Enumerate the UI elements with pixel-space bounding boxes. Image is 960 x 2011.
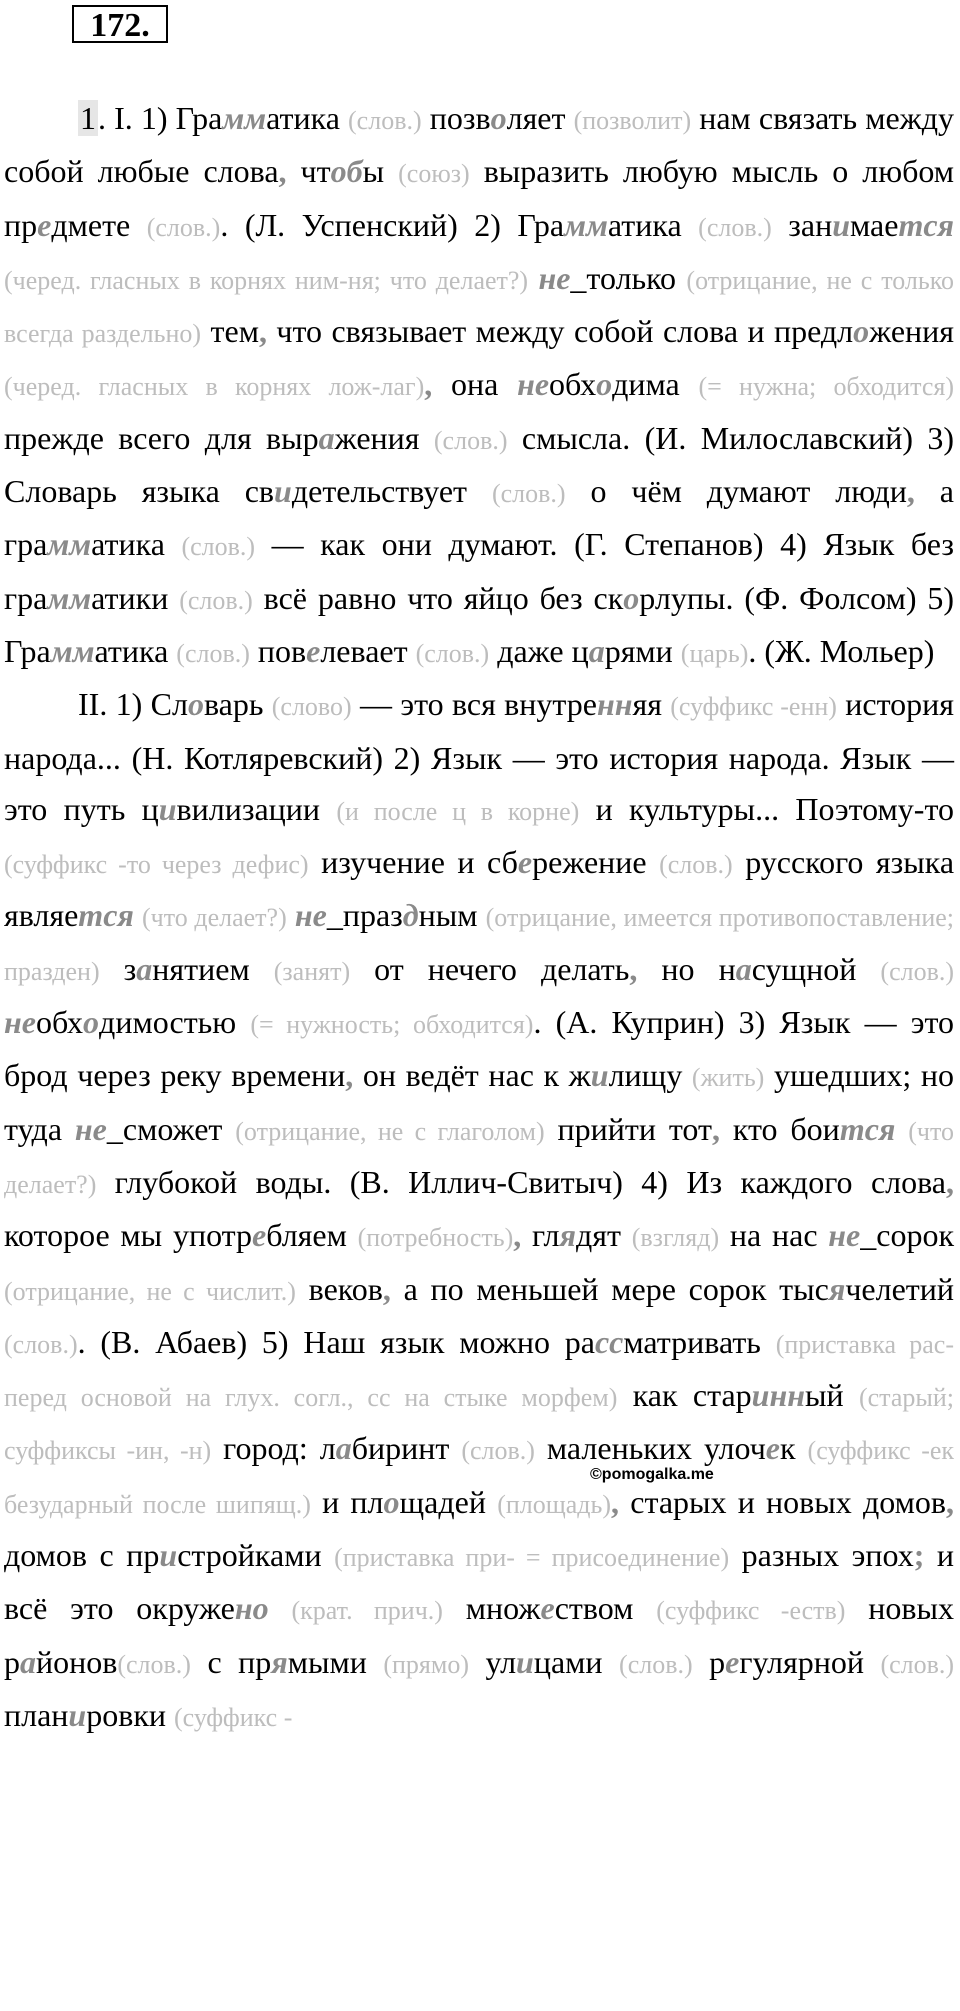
text-run: тем xyxy=(201,313,259,350)
text-run: русского языка являе xyxy=(4,844,955,934)
highlighted-letters: о xyxy=(490,100,507,136)
text-run: лищу xyxy=(608,1057,692,1094)
text-run: маленьких улоч xyxy=(534,1430,766,1467)
grammar-note: (отрицание, имеется противопоставление; празден) xyxy=(4,903,955,986)
text-run: как стар xyxy=(617,1377,752,1414)
grammar-note: (отрицание, не с глаголом) xyxy=(235,1116,545,1146)
grammar-note: (площадь) xyxy=(497,1489,612,1519)
text-run: что связывает между собой слова и предл xyxy=(266,313,854,350)
grammar-note: (и после ц в корне) xyxy=(336,796,580,826)
text-run: а гра xyxy=(4,473,955,563)
highlighted-letters: я xyxy=(559,1217,576,1254)
text-run: обх xyxy=(35,1004,84,1041)
grammar-note: (потребность) xyxy=(357,1223,514,1253)
punctuation-mark: , xyxy=(712,1110,720,1147)
highlighted-letters: нн xyxy=(596,686,633,723)
punctuation-mark: ; xyxy=(913,1537,925,1574)
text-run: старых и новых домов xyxy=(619,1483,947,1520)
highlighted-letters: и xyxy=(590,1057,609,1094)
text-run: _только xyxy=(570,259,687,296)
text-run xyxy=(134,897,142,933)
text-run: вилизации xyxy=(176,790,337,827)
task-number-box: 172. xyxy=(72,5,168,43)
grammar-note: (жить) xyxy=(691,1063,765,1093)
watermark: ©pomogalka.me xyxy=(590,1466,714,1483)
text-run: детельствует xyxy=(291,473,492,510)
grammar-note: (взгляд) xyxy=(631,1223,720,1253)
highlighted-letters: о xyxy=(83,1004,100,1041)
text-run: з xyxy=(99,950,137,987)
text-run: атика xyxy=(94,632,177,669)
punctuation-mark: , xyxy=(629,950,638,987)
text-run: обх xyxy=(549,366,597,403)
paragraph-part-2 xyxy=(4,679,954,1743)
text-run: которое мы употр xyxy=(4,1217,253,1254)
text-run: _сорок xyxy=(860,1217,954,1254)
text-run: сущной xyxy=(751,950,881,987)
text-run: о чём думают люди xyxy=(565,473,907,510)
text-run: II. 1) Сл xyxy=(78,686,188,723)
text-run: ул xyxy=(469,1643,517,1680)
highlighted-letters: мм xyxy=(47,579,92,616)
highlighted-letters: е xyxy=(252,1217,267,1254)
text-run: позв xyxy=(421,100,491,136)
highlighted-letters: о xyxy=(853,313,870,350)
highlighted-letters: е xyxy=(725,1643,740,1680)
text-run: город: л xyxy=(211,1430,336,1467)
text-run: жения xyxy=(869,313,954,350)
highlighted-letters: и xyxy=(751,1377,770,1414)
text-run: . (А. Куприн) 3) Язык — это брод через реку времени xyxy=(4,1004,955,1094)
grammar-note: (слов.) xyxy=(348,106,422,135)
grammar-note: (что делает?) xyxy=(4,1116,955,1199)
text-run xyxy=(269,1590,292,1626)
text-run: рями xyxy=(604,632,681,669)
text-run: дима xyxy=(612,366,699,403)
grammar-note: (черед. гласных в корнях ним-ня; что делает?) xyxy=(4,265,529,295)
punctuation-mark: , xyxy=(345,1057,354,1094)
text-run: прежде всего для выр xyxy=(4,419,319,456)
highlighted-letters: е xyxy=(540,1590,555,1627)
highlighted-letters: е xyxy=(306,632,321,669)
punctuation-mark: , xyxy=(946,1163,954,1200)
text-run: даже ц xyxy=(489,632,589,669)
text-run: — как они думают. (Г. Степанов) 4) Язык без гра xyxy=(4,526,955,616)
text-run: ным xyxy=(418,897,486,934)
text-run: нам связать между собой любые слова xyxy=(4,100,955,190)
punctuation-mark: , xyxy=(278,153,287,190)
highlighted-letters: мм xyxy=(222,100,267,136)
text-run: гулярной xyxy=(739,1643,881,1680)
highlighted-letters: тся xyxy=(898,206,955,243)
highlighted-letters: мм xyxy=(47,526,92,563)
grammar-note: (отрицание, не с только всегда раздельно) xyxy=(4,265,955,349)
answer-text xyxy=(4,93,954,1743)
highlighted-letters: тся xyxy=(839,1110,896,1147)
grammar-note: (черед. гласных в корнях лож-лаг) xyxy=(4,372,425,402)
highlighted-letters: мм xyxy=(50,632,95,669)
highlighted-letters: а xyxy=(335,1430,352,1467)
grammar-note: (крат. прич.) xyxy=(291,1596,443,1626)
highlighted-letters: об xyxy=(330,153,363,190)
grammar-note: (старый; суффиксы -ин, -н) xyxy=(4,1383,955,1466)
highlighted-letters: и xyxy=(516,1643,534,1680)
punctuation-mark: , xyxy=(906,473,915,510)
grammar-note: (суффикс -еств) xyxy=(656,1596,846,1626)
grammar-note: (союз) xyxy=(398,159,470,189)
grammar-note: (отрицание, не с числит.) xyxy=(4,1276,296,1306)
text-run: и культуры... Поэтому-то xyxy=(579,790,955,827)
text-run: зан xyxy=(771,206,833,243)
text-run: режение xyxy=(532,844,660,881)
punctuation-mark: , xyxy=(611,1483,620,1520)
text-run: он ведёт нас к ж xyxy=(353,1057,591,1094)
grammar-note: (слов.) xyxy=(491,479,566,509)
text-run: левает xyxy=(320,632,416,669)
text-run: . I. 1) Гра xyxy=(98,100,223,136)
text-run: атика xyxy=(607,206,699,243)
text-run: ушедших; но туда xyxy=(4,1057,955,1147)
highlighted-letters: я xyxy=(828,1270,846,1307)
text-run: стройками xyxy=(177,1537,335,1574)
highlighted-letters: я xyxy=(271,1643,288,1680)
highlighted-letters: е xyxy=(765,1430,780,1467)
highlighted-letters: о xyxy=(623,579,640,616)
grammar-note: (слов.) xyxy=(659,850,733,880)
text-run: — это вся внутре xyxy=(351,686,597,723)
text-run: с пр xyxy=(190,1643,272,1680)
text-run: рлупы. (Ф. Фолсом) 5) Гра xyxy=(4,579,955,669)
grammar-note: (= нужность; обходится) xyxy=(250,1010,534,1040)
text-run: к xyxy=(780,1430,808,1467)
text-run: ством xyxy=(554,1590,657,1627)
highlighted-letters: не xyxy=(294,897,327,934)
text-run: атика xyxy=(266,100,349,136)
highlighted-letters: и xyxy=(274,473,292,510)
text-run: и всё это окруже xyxy=(4,1537,955,1627)
text-run: нятием xyxy=(152,950,274,987)
highlighted-letters: о xyxy=(187,686,204,723)
highlighted-letters: е xyxy=(37,206,52,243)
text-run: домов с пр xyxy=(4,1537,160,1574)
text-run: кто бои xyxy=(720,1110,840,1147)
grammar-note: (суффикс -то через дефис) xyxy=(4,850,309,880)
text-run: изучение и сб xyxy=(308,844,518,881)
text-run: атика xyxy=(91,526,182,563)
highlighted-letters: а xyxy=(318,419,335,456)
punctuation-mark: , xyxy=(513,1217,522,1254)
highlighted-letters: а xyxy=(136,950,153,987)
text-run: и пл xyxy=(310,1483,384,1520)
text-run: прийти тот xyxy=(544,1110,712,1147)
text-run: атики xyxy=(91,579,180,616)
text-run: ый xyxy=(805,1377,859,1414)
highlighted-letters: тся xyxy=(78,897,134,934)
paragraph-part-1 xyxy=(4,93,954,679)
grammar-note: (слов.) xyxy=(176,638,250,668)
grammar-note: (слов.) xyxy=(117,1649,191,1679)
text-run: разных эпох xyxy=(729,1537,914,1574)
grammar-note: (позволит) xyxy=(573,106,692,135)
text-run: жения xyxy=(334,419,434,456)
highlighted-letters: не xyxy=(517,366,550,403)
text-run: гл xyxy=(521,1217,560,1254)
text-run: _сможет xyxy=(106,1110,236,1147)
punctuation-mark: , xyxy=(424,366,433,403)
grammar-note: (= нужна; обходится) xyxy=(698,372,954,402)
grammar-note: (слов.) xyxy=(415,638,490,668)
text-run: от нечего делать xyxy=(350,950,630,987)
highlighted-letters: е xyxy=(517,844,533,881)
grammar-note: (слов.) xyxy=(181,532,256,562)
highlighted-letters: нн xyxy=(769,1377,805,1414)
highlighted-letters: а xyxy=(735,950,752,987)
text-run: всё равно что яйцо без ск xyxy=(252,579,624,616)
text-run: щадей xyxy=(399,1483,498,1520)
highlighted-letters: сс xyxy=(594,1323,624,1360)
highlighted-letters: и xyxy=(68,1696,87,1733)
grammar-note: (приставка рас- перед основой на глух. согл., сс на стыке морфем) xyxy=(4,1329,955,1413)
highlighted-letters: и xyxy=(159,1537,178,1574)
grammar-note: (царь) xyxy=(680,638,749,668)
text-run: _праз xyxy=(326,897,403,934)
text-run: . (В. Абаев) 5) Наш язык можно ра xyxy=(77,1323,595,1360)
grammar-note: (слов.) xyxy=(880,1649,955,1679)
highlighted-letters: о xyxy=(596,366,613,403)
grammar-note: (суффикс -ек безударный после шипящ.) xyxy=(4,1436,955,1519)
text-run: дмете xyxy=(51,206,147,243)
grammar-note: (занят) xyxy=(273,956,351,986)
grammar-note: (приставка при- = присоединение) xyxy=(334,1543,730,1573)
highlighted-letters: не xyxy=(538,259,571,296)
text-run: выразить любую мысль о любом пр xyxy=(4,153,955,243)
grammar-note: (суффикс - xyxy=(174,1702,293,1732)
text-run: . (Ж. Мольер) xyxy=(748,632,935,669)
highlighted-letters: и xyxy=(158,790,177,827)
text-run: а по меньшей мере сорок тыс xyxy=(390,1270,829,1307)
text-run: веков xyxy=(295,1270,383,1307)
text-run: димостью xyxy=(99,1004,251,1041)
punctuation-mark: , xyxy=(382,1270,391,1307)
highlighted-letters: а xyxy=(588,632,605,669)
punctuation-mark: , xyxy=(946,1483,955,1520)
text-run xyxy=(895,1111,908,1147)
highlighted-letters: не xyxy=(4,1004,36,1041)
text-run: ляет xyxy=(506,100,574,136)
text-run: история народа... (Н. Котляревский) 2) Язык — это история народа. Язык — это путь ц xyxy=(4,686,955,827)
text-run: дят xyxy=(576,1217,632,1254)
text-run: пов xyxy=(249,632,307,669)
highlighted-letters: не xyxy=(74,1110,107,1147)
item-number: 1 xyxy=(80,100,96,136)
text-run: йонов xyxy=(36,1643,118,1680)
grammar-note: (слов.) xyxy=(880,956,955,986)
text-run: матривать xyxy=(623,1323,776,1360)
text-run: множ xyxy=(442,1590,541,1627)
punctuation-mark: , xyxy=(258,313,267,350)
grammar-note: (что делает?) xyxy=(141,903,287,933)
highlighted-letters: и xyxy=(832,206,851,243)
text-run xyxy=(528,260,538,296)
text-run: варь xyxy=(203,686,272,723)
text-run: ы xyxy=(362,153,399,190)
highlighted-letters: но xyxy=(234,1590,269,1627)
text-run: план xyxy=(4,1696,69,1733)
highlighted-letters: д xyxy=(402,897,419,934)
text-run: но н xyxy=(637,950,736,987)
text-run: мыми xyxy=(287,1643,384,1680)
text-run: на нас xyxy=(719,1217,829,1254)
text-run: мае xyxy=(850,206,899,243)
text-run: биринт xyxy=(351,1430,462,1467)
text-run: ровки xyxy=(86,1696,174,1733)
text-run: новых р xyxy=(4,1590,955,1680)
grammar-note: (слово) xyxy=(271,692,352,722)
text-run: р xyxy=(692,1643,726,1680)
grammar-note: (слов.) xyxy=(461,1436,535,1466)
text-run: смысла. (И. Милославский) 3) Словарь языка св xyxy=(4,419,955,510)
grammar-note: (слов.) xyxy=(698,212,772,242)
grammar-note: (суффикс -енн) xyxy=(670,692,837,722)
text-run: бляем xyxy=(266,1217,358,1254)
grammar-note: (прямо) xyxy=(383,1649,469,1679)
highlighted-letters: мм xyxy=(564,206,608,243)
text-run: чт xyxy=(286,153,331,190)
text-run: цами xyxy=(533,1643,620,1680)
grammar-note: (слов.) xyxy=(433,425,508,455)
text-run: . (Л. Успенский) 2) Гра xyxy=(220,206,565,243)
grammar-note: (слов.) xyxy=(179,585,253,615)
text-run: яя xyxy=(632,686,671,723)
grammar-note: (слов.) xyxy=(146,212,221,242)
text-run: глубокой воды. (В. Иллич-Свитыч) 4) Из каждого слова xyxy=(96,1163,946,1200)
highlighted-letters: о xyxy=(383,1483,400,1520)
text-run: она xyxy=(432,366,518,403)
grammar-note: (слов.) xyxy=(619,1649,693,1679)
text-run xyxy=(287,897,295,933)
highlighted-letters: а xyxy=(20,1643,36,1680)
grammar-note: (слов.) xyxy=(4,1329,78,1359)
text-run: челетий xyxy=(845,1270,955,1307)
highlighted-letters: не xyxy=(828,1217,861,1254)
